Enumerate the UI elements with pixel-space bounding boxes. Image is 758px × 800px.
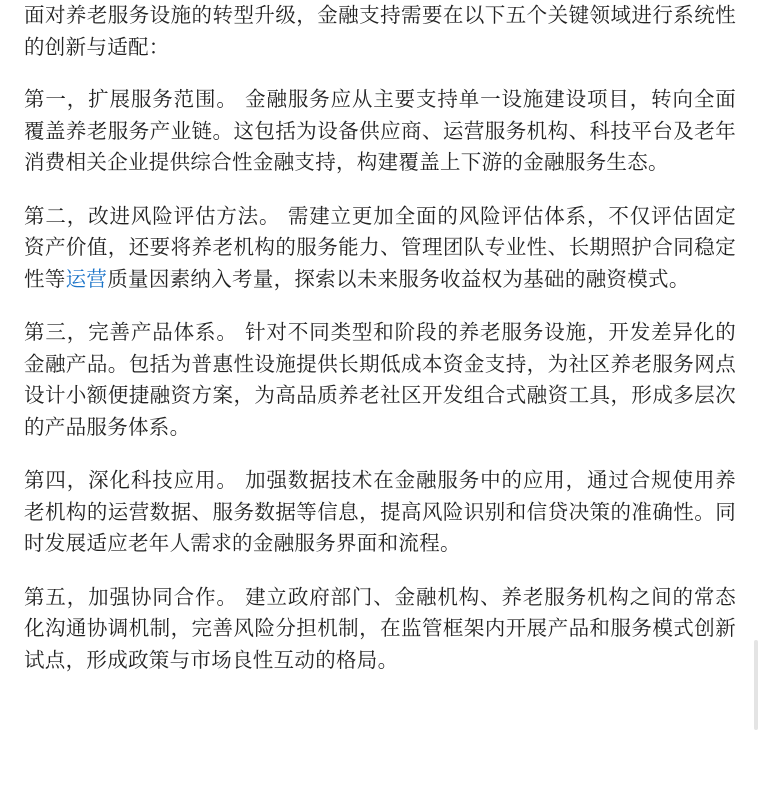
section-2-paragraph xyxy=(24,201,736,296)
section-2-text-after-link: 质量因素纳入考量，探索以未来服务收益权为基础的融资模式。 xyxy=(107,266,690,291)
section-4-paragraph xyxy=(24,465,736,560)
section-1-paragraph xyxy=(24,84,736,179)
section-1-heading: 第一，扩展服务范围。 xyxy=(24,87,238,111)
section-5-paragraph xyxy=(24,582,736,677)
operations-link[interactable]: 运营 xyxy=(65,266,108,291)
section-2-heading: 第二，改进风险评估方法。 xyxy=(24,203,281,228)
intro-text: 面对养老服务设施的转型升级，金融支持需要在以下五个关键领域进行系统性的创新与适配： xyxy=(24,3,736,59)
section-2-text-before-link: 需建立更加全面的风险评估体系，不仅评估固定资产价值，还要将养老机构的服务能力、管理团队专业性、长期照护合同稳定性等 xyxy=(24,203,736,291)
section-3-heading: 第三，完善产品体系。 xyxy=(24,320,238,344)
article-body xyxy=(24,0,736,698)
section-4-text: 加强数据技术在金融服务中的应用，通过合规使用养老机构的运营数据、服务数据等信息，提高风险识别和信贷决策的准确性。同时发展适应老年人需求的金融服务界面和流程。 xyxy=(24,468,737,555)
section-3-text: 针对不同类型和阶段的养老服务设施，开发差异化的金融产品。包括为普惠性设施提供长期低成本资金支持，为社区养老服务网点设计小额便捷融资方案，为高品质养老社区开发组合式融资工具，形成多层次的产品服务体系。 xyxy=(24,320,737,439)
section-5-heading: 第五，加强协同合作。 xyxy=(24,584,238,609)
intro-paragraph xyxy=(24,0,736,63)
section-4-heading: 第四，深化科技应用。 xyxy=(24,468,238,492)
section-5-text: 建立政府部门、金融机构、养老服务机构之间的常态化沟通协调机制，完善风险分担机制，在监管框架内开展产品和服务模式创新试点，形成政策与市场良性互动的格局。 xyxy=(24,584,737,672)
section-1-text: 金融服务应从主要支持单一设施建设项目，转向全面覆盖养老服务产业链。这包括为设备供应商、运营服务机构、科技平台及老年消费相关企业提供综合性金融支持，构建覆盖上下游的金融服务生态。 xyxy=(24,87,737,174)
scrollbar-edge[interactable] xyxy=(754,640,758,730)
section-3-paragraph xyxy=(24,317,736,443)
